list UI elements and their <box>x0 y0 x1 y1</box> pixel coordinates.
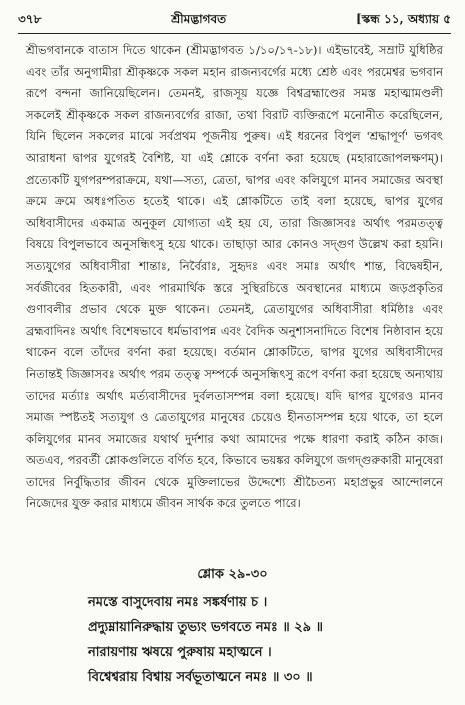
verse-line: নমস্তে বাসুদেবায় নমঃ সঙ্কর্ষণায় চ । <box>88 595 268 610</box>
chapter-reference: [স্কন্ধ ১১, অধ্যায় ৫ <box>355 12 451 26</box>
verse-heading: শ্লোক ২৯-৩০ <box>197 567 268 582</box>
purport-text <box>26 40 443 515</box>
page-number: ৩৭৮ <box>18 12 42 26</box>
verse-line: বিশ্বেশ্বরায় বিশ্বায় সর্বভূতাত্মনে নমঃ ॥ ৩০ ॥ <box>88 670 313 685</box>
purport-paragraph: শ্রীভগবানকে বাতাস দিতে থাকেন (শ্রীমদ্ভাগবত ১/১০/১৭-১৮)। এইভাবেই, সম্রাট যুধিষ্ঠির এবং তাঁর অনুগামীরা শ্রীকৃষ্ণকে সকল মহান রাজন্যবর্গের মধ্যে শ্রেষ্ঠ এবং পরমেশ্বর ভগবান রূপে বন্দনা জানিয়েছিলেন। তেমনই, রাজসূয় যজ্ঞে বিশ্বব্রহ্মাণ্ডের সমস্ত মহাত্মামণ্ডলী সকলেই শ্রীকৃষ্ণকে সকল রাজন্যবর্গের রাজা, তথা বিরাট ব্যক্তিরূপে মনোনীত করেছিলেন, যিনি ছিলেন সকলের মাঝে সর্বপ্রথম পূজনীয় পুরুষ। এই ধরনের বিপুল 'শ্রদ্ধাপূর্ণ' ভগবৎ আরাধনা দ্বাপর যুগেরই বৈশিষ্ট, যা এই শ্লোকে বর্ণনা করা হয়েছে (মহারাজোপলক্ষণম্)। প্রত্যেকটি যুগপরম্পরাক্রমে, যথা—সত্য, ত্রেতা, দ্বাপর এবং কলিযুগে মানব সমাজের অবস্থা ক্রমে ক্রমে অধঃপতিত হতেই থাকে। এই শ্লোকটিতে তাই বলা হয়েছে, দ্বাপর যুগের অধিবাসীদের একমাত্র অনুকূল যোগ্যতা এই হয় যে, তারা জিজ্ঞাসবঃ অর্থাৎ পরমতত্ত্ব বিষয়ে বিপুলভাবে অনুসন্ধিৎসু হয়ে থাকে। তাছাড়া আর কোনও সদ্‌গুণ উল্লেখ করা হয়নি। সত্যযুগের অধিবাসীরা শান্তাঃ, নির্বৈরাঃ, সুহৃদঃ এবং সমাঃ অর্থাৎ শান্ত, বিদ্বেষহীন, সর্বজীবের হিতকারী, এবং পারমার্থিক স্তরে সুস্থিরচিত্তে অবস্থানের মাধ্যমে জড়প্রকৃতির গুণাবলীর প্রভাব থেকে মুক্ত থাকেন। তেমনই, ত্রেতাযুগের অধিবাসীরা ধর্মিষ্ঠাঃ এবং ব্রহ্মবাদিনঃ অর্থাৎ বিশেষভাবে ধর্মভাবাপন্ন এবং বৈদিক অনুশাসনাদিতে বিশেষ নিষ্ঠাবান হয়ে থাকেন বলে তাঁদের বর্ণনা করা হয়েছে। বর্তমান শ্লোকটিতে, দ্বাপর যুগের অধিবাসীদের নিতান্তই জিজ্ঞাসবঃ অর্থাৎ পরম তত্ত্ব সম্পর্কে অনুসন্ধিৎসু রূপে বর্ণনা করা হয়েছে অন্যথায় তাদের মর্ত্যাঃ অর্থাৎ মর্ত্যবাসীদের দুর্বলতাসম্পন্ন বলা হয়েছে। যদি দ্বাপর যুগেরও মানব সমাজ স্পষ্টতই সত্যযুগ ও ত্রেতাযুগের মানুষের চেয়েও হীনতাসম্পন্ন হয়ে থাকে, তা হলে কলিযুগের মানব সমাজের যথার্থ দুর্দশার কথা আমাদের পক্ষে ধারণা করাই কঠিন কাজ। অতএব, পরবর্তী শ্লোকগুলিতে বর্ণিত হবে, কিভাবে ভয়ঙ্কর কলিযুগে জগদ্গুরুকারী মানুষেরা তাদের নির্বুদ্ধিতার জীবন থেকে মুক্তিলাভের উদ্দেশ্যে শ্রীচৈতন্য মহাপ্রভুর আন্দোলনে নিজেদের যুক্ত করার মাধ্যমে জীবন সার্থক করে তুলতে পারে। <box>26 43 443 511</box>
running-header <box>18 10 451 32</box>
verse-line: নারায়ণায় ঋষয়ে পুরুষায় মহাত্মনে । <box>88 645 272 660</box>
verse-line: প্রদ্যুম্নায়ানিরুদ্ধায় তুভ্যং ভগবতে নমঃ ॥ ২৯ ॥ <box>88 620 323 635</box>
header-rule <box>18 33 451 34</box>
verse-block <box>88 590 445 690</box>
book-title: শ্রীমদ্ভাগবত <box>171 12 227 26</box>
